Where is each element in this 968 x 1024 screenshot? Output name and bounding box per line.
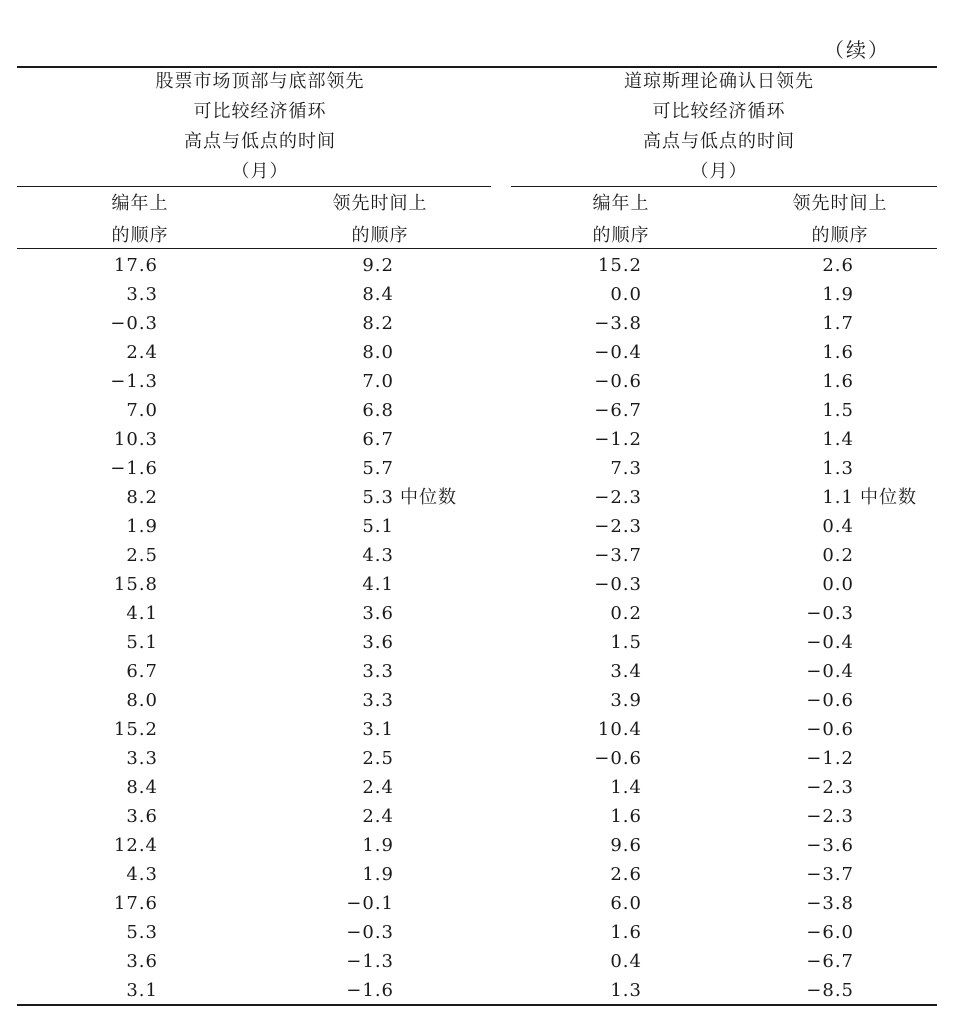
table-row	[0, 425, 968, 454]
right-chronological-value: −2.3	[594, 516, 642, 537]
left-col2-header-line-1: 领先时间上	[332, 193, 428, 214]
left-lead-value: 3.1	[362, 719, 394, 740]
table-row	[0, 889, 968, 918]
right-chronological-value: 0.2	[610, 603, 642, 624]
right-chronological-value: −3.8	[594, 313, 642, 334]
right-chronological-value: −0.3	[594, 574, 642, 595]
left-lead-value: 3.6	[362, 632, 394, 653]
table-row	[0, 802, 968, 831]
table-row	[0, 396, 968, 425]
left-lead-value: −1.3	[346, 951, 394, 972]
right-chronological-value: 1.3	[610, 980, 642, 1001]
left-chronological-value: 8.0	[126, 690, 158, 711]
table-row	[0, 309, 968, 338]
table-row	[0, 744, 968, 773]
right-lead-value: 1.5	[822, 400, 854, 421]
right-chronological-value: −1.2	[594, 429, 642, 450]
right-chronological-value: −0.6	[594, 748, 642, 769]
table-row	[0, 715, 968, 744]
right-chronological-value: 7.3	[610, 458, 642, 479]
left-lead-value: 9.2	[362, 255, 394, 276]
table-row	[0, 483, 968, 512]
right-chronological-value: 15.2	[597, 255, 642, 276]
right-col2-header	[740, 188, 940, 252]
right-lead-value: 1.1	[822, 487, 854, 508]
table-row	[0, 338, 968, 367]
left-chronological-value: 2.4	[126, 342, 158, 363]
left-col1-header	[40, 188, 240, 252]
right-col1-header-line-1: 编年上	[592, 193, 650, 214]
right-lead-value: 2.6	[822, 255, 854, 276]
right-lead-value: −3.8	[806, 893, 854, 914]
right-chronological-value: −2.3	[594, 487, 642, 508]
left-chronological-value: −0.3	[110, 313, 158, 334]
table-row	[0, 657, 968, 686]
left-chronological-value: 12.4	[113, 835, 158, 856]
right-lead-value: 0.0	[822, 574, 854, 595]
right-lead-value: 1.7	[822, 313, 854, 334]
left-lead-value: 5.3	[362, 487, 394, 508]
left-lead-value: 2.4	[362, 777, 394, 798]
left-chronological-value: 6.7	[126, 661, 158, 682]
left-lead-value: 8.2	[362, 313, 394, 334]
right-lead-value: 1.3	[822, 458, 854, 479]
left-median-label: 中位数	[400, 487, 457, 508]
right-chronological-value: 2.6	[610, 864, 642, 885]
left-chronological-value: 10.3	[113, 429, 158, 450]
left-chronological-value: 1.9	[126, 516, 158, 537]
right-lead-value: −2.3	[806, 806, 854, 827]
left-col1-header-line-1: 编年上	[111, 193, 169, 214]
right-col2-header-line-1: 领先时间上	[792, 193, 888, 214]
left-group-title	[60, 67, 460, 187]
table-row	[0, 570, 968, 599]
right-lead-value: 0.2	[822, 545, 854, 566]
left-chronological-value: 17.6	[113, 893, 158, 914]
header-rule	[17, 248, 937, 249]
bottom-rule	[17, 1004, 937, 1006]
left-lead-value: 1.9	[362, 835, 394, 856]
left-title-line-2: 可比较经济循环	[193, 101, 327, 122]
right-lead-value: −6.7	[806, 951, 854, 972]
right-col2-header-line-2: 的顺序	[811, 225, 869, 246]
left-chronological-value: −1.6	[110, 458, 158, 479]
right-chronological-value: −6.7	[594, 400, 642, 421]
table-row	[0, 599, 968, 628]
right-lead-value: −3.7	[806, 864, 854, 885]
left-lead-value: 3.3	[362, 661, 394, 682]
left-lead-value: 8.0	[362, 342, 394, 363]
left-chronological-value: 8.4	[126, 777, 158, 798]
right-chronological-value: 1.6	[610, 806, 642, 827]
right-chronological-value: 0.4	[610, 951, 642, 972]
left-lead-value: 5.1	[362, 516, 394, 537]
table-row	[0, 251, 968, 280]
left-lead-value: 3.6	[362, 603, 394, 624]
left-chronological-value: 15.8	[113, 574, 158, 595]
right-lead-value: 1.6	[822, 371, 854, 392]
right-chronological-value: −0.4	[594, 342, 642, 363]
left-chronological-value: 3.3	[126, 284, 158, 305]
right-title-line-1: 道琼斯理论确认日领先	[624, 71, 814, 92]
table-row	[0, 280, 968, 309]
right-chronological-value: −0.6	[594, 371, 642, 392]
right-chronological-value: 1.4	[610, 777, 642, 798]
right-chronological-value: 10.4	[597, 719, 642, 740]
left-lead-value: 2.4	[362, 806, 394, 827]
left-col2-header	[280, 188, 480, 252]
left-title-unit: （月）	[231, 161, 289, 182]
right-lead-value: −0.6	[806, 719, 854, 740]
left-lead-value: 7.0	[362, 371, 394, 392]
left-chronological-value: 17.6	[113, 255, 158, 276]
left-lead-value: 2.5	[362, 748, 394, 769]
left-title-line-1: 股票市场顶部与底部领先	[155, 71, 365, 92]
table-row	[0, 541, 968, 570]
left-lead-value: 4.3	[362, 545, 394, 566]
left-lead-value: 6.7	[362, 429, 394, 450]
left-col2-header-line-2: 的顺序	[351, 225, 409, 246]
right-lead-value: 1.6	[822, 342, 854, 363]
right-lead-value: −6.0	[806, 922, 854, 943]
left-lead-value: 5.7	[362, 458, 394, 479]
left-lead-value: 1.9	[362, 864, 394, 885]
table-row	[0, 773, 968, 802]
left-chronological-value: −1.3	[110, 371, 158, 392]
right-col1-header-line-2: 的顺序	[592, 225, 650, 246]
left-lead-value: 3.3	[362, 690, 394, 711]
table-row	[0, 831, 968, 860]
table-row	[0, 628, 968, 657]
left-chronological-value: 8.2	[126, 487, 158, 508]
left-chronological-value: 3.1	[126, 980, 158, 1001]
right-group-rule	[511, 186, 937, 187]
left-chronological-value: 3.3	[126, 748, 158, 769]
left-chronological-value: 7.0	[126, 400, 158, 421]
right-chronological-value: 3.4	[610, 661, 642, 682]
right-chronological-value: 1.5	[610, 632, 642, 653]
right-title-line-3: 高点与低点的时间	[643, 131, 795, 152]
right-median-label: 中位数	[860, 487, 917, 508]
right-lead-value: −8.5	[806, 980, 854, 1001]
left-chronological-value: 5.3	[126, 922, 158, 943]
table-body	[0, 251, 968, 1005]
left-chronological-value: 3.6	[126, 806, 158, 827]
continued-label: （续）	[824, 38, 890, 62]
table-row	[0, 454, 968, 483]
right-lead-value: −2.3	[806, 777, 854, 798]
left-chronological-value: 3.6	[126, 951, 158, 972]
right-lead-value: −0.6	[806, 690, 854, 711]
left-title-line-3: 高点与低点的时间	[184, 131, 336, 152]
right-title-line-2: 可比较经济循环	[652, 101, 786, 122]
right-lead-value: 0.4	[822, 516, 854, 537]
right-title-unit: （月）	[690, 161, 748, 182]
left-lead-value: 6.8	[362, 400, 394, 421]
table-row	[0, 686, 968, 715]
right-lead-value: −0.4	[806, 661, 854, 682]
left-col1-header-line-2: 的顺序	[111, 225, 169, 246]
left-chronological-value: 4.3	[126, 864, 158, 885]
left-lead-value: −0.3	[346, 922, 394, 943]
right-lead-value: 1.9	[822, 284, 854, 305]
left-chronological-value: 15.2	[113, 719, 158, 740]
table-row	[0, 976, 968, 1005]
right-lead-value: −0.4	[806, 632, 854, 653]
right-col1-header	[521, 188, 721, 252]
table-row	[0, 367, 968, 396]
left-lead-value: 4.1	[362, 574, 394, 595]
left-lead-value: 8.4	[362, 284, 394, 305]
right-chronological-value: 0.0	[610, 284, 642, 305]
left-group-rule	[17, 186, 491, 187]
right-chronological-value: −3.7	[594, 545, 642, 566]
left-chronological-value: 4.1	[126, 603, 158, 624]
left-lead-value: −0.1	[346, 893, 394, 914]
right-chronological-value: 1.6	[610, 922, 642, 943]
right-chronological-value: 9.6	[610, 835, 642, 856]
right-chronological-value: 6.0	[610, 893, 642, 914]
table-row	[0, 860, 968, 889]
right-lead-value: −3.6	[806, 835, 854, 856]
table-row	[0, 512, 968, 541]
right-lead-value: 1.4	[822, 429, 854, 450]
right-lead-value: −0.3	[806, 603, 854, 624]
left-chronological-value: 5.1	[126, 632, 158, 653]
left-lead-value: −1.6	[346, 980, 394, 1001]
right-lead-value: −1.2	[806, 748, 854, 769]
table-row	[0, 947, 968, 976]
left-chronological-value: 2.5	[126, 545, 158, 566]
right-chronological-value: 3.9	[610, 690, 642, 711]
table-row	[0, 918, 968, 947]
right-group-title	[519, 67, 919, 187]
